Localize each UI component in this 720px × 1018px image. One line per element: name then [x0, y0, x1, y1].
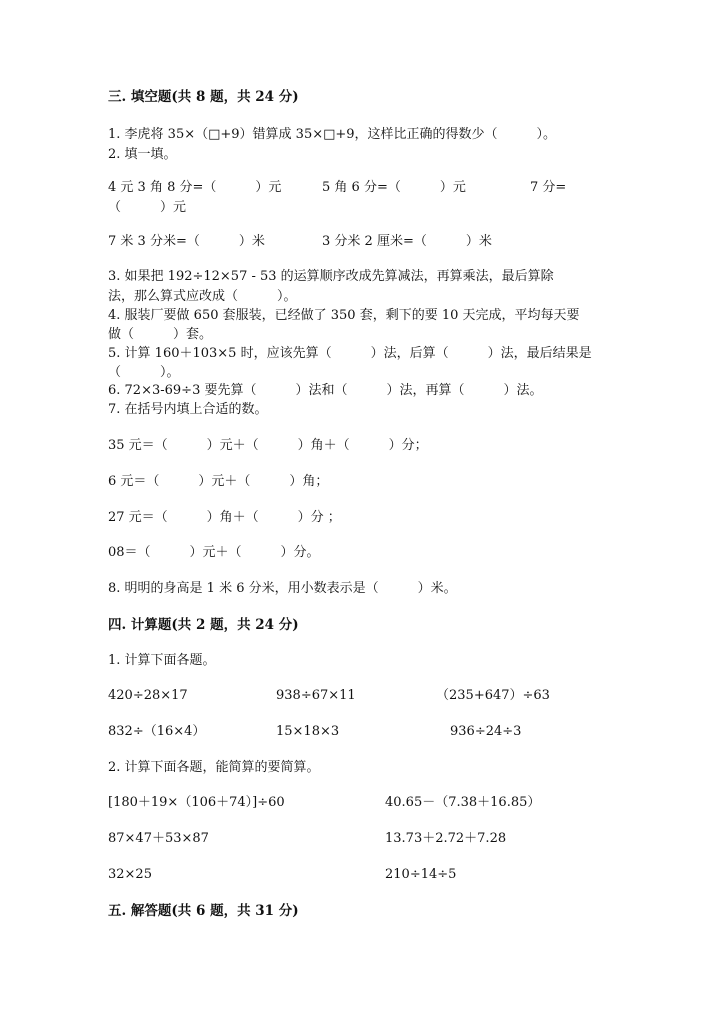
question-7: 7. 在括号内填上合适的数。 [108, 402, 268, 417]
question-5-line-2: （ ）。 [108, 365, 180, 380]
question-2-item-e: 3 分米 2 厘米=（ ）米 [322, 234, 492, 249]
calc-expr: 87×47＋53×87 [108, 831, 209, 846]
question-4-line-2: 做（ ）套。 [108, 327, 213, 342]
section-3-title: 三. 填空题(共 8 题，共 24 分) [108, 89, 299, 105]
question-2-item-c: 7 分= [530, 180, 567, 195]
calc-part-2: 2. 计算下面各题，能简算的要简算。 [108, 760, 320, 775]
calc-expr: 938÷67×11 [276, 688, 356, 703]
question-6: 6. 72×3-69÷3 要先算（ ）法和（ ）法，再算（ ）法。 [108, 383, 543, 398]
calc-expr: 936÷24÷3 [450, 724, 522, 739]
section-4-title: 四. 计算题(共 2 题，共 24 分) [108, 617, 299, 633]
question-2-item-b: 5 角 6 分=（ ）元 [322, 180, 466, 195]
question-7-item-a: 35 元＝（ ）元＋（ ）角＋（ ）分； [108, 438, 428, 453]
calc-expr: 15×18×3 [276, 724, 340, 739]
calc-expr: 420÷28×17 [108, 688, 188, 703]
question-2: 2. 填一填。 [108, 147, 177, 162]
question-3-line-1: 3. 如果把 192÷12×57 - 53 的运算顺序改成先算减法，再算乘法，最后算除 [108, 269, 554, 284]
calc-expr: 210÷14÷5 [385, 867, 457, 882]
question-3-line-2: 法，那么算式应改成（ ）。 [108, 289, 297, 304]
question-7-item-c: 27 元＝（ ）角＋（ ）分 ； [108, 510, 341, 525]
calc-expr: [180＋19×（106＋74）]÷60 [108, 795, 285, 810]
calc-expr: 40.65－（7.38＋16.85） [385, 795, 541, 810]
question-7-item-d: 08＝（ ）元＋（ ）分。 [108, 545, 320, 560]
question-7-item-b: 6 元＝（ ）元＋（ ）角； [108, 474, 329, 489]
question-4-line-1: 4. 服装厂要做 650 套服装，已经做了 350 套，剩下的要 10 天完成，平均每天要 [108, 308, 580, 323]
question-1: 1. 李虎将 35×（□+9）错算成 35×□+9，这样比正确的得数少（ ）。 [108, 127, 557, 142]
section-5-title: 五. 解答题(共 6 题，共 31 分) [108, 903, 299, 919]
calc-expr: （235+647）÷63 [436, 688, 550, 703]
calc-expr: 13.73＋2.72＋7.28 [385, 831, 507, 846]
question-2-item-c-cont: （ ）元 [108, 200, 187, 215]
calc-expr: 32×25 [108, 867, 152, 882]
question-8: 8. 明明的身高是 1 米 6 分米，用小数表示是（ ）米。 [108, 581, 457, 596]
calc-part-1: 1. 计算下面各题。 [108, 653, 216, 668]
calc-expr: 832÷（16×4） [108, 724, 206, 739]
question-2-item-a: 4 元 3 角 8 分=（ ）元 [108, 180, 282, 195]
question-5-line-1: 5. 计算 160＋103×5 时，应该先算（ ）法，后算（ ）法，最后结果是 [108, 346, 592, 361]
question-2-item-d: 7 米 3 分米=（ ）米 [108, 234, 265, 249]
